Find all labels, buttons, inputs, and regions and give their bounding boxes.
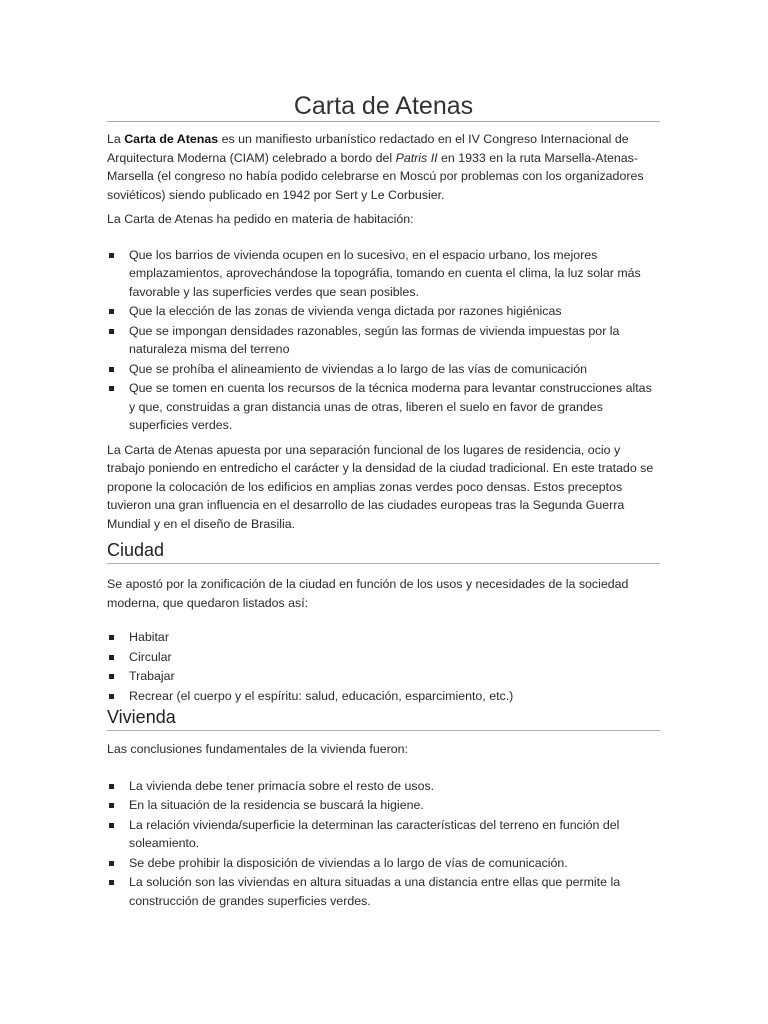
list-item-text: Recrear (el cuerpo y el espíritu: salud, educación, esparcimiento, etc.): [129, 688, 514, 703]
section-heading-vivienda: Vivienda: [107, 706, 660, 731]
document-content: [107, 0, 660, 911]
list-item: [107, 246, 660, 302]
list-item: [107, 667, 660, 686]
list-item-text: Que la elección de las zonas de vivienda venga dictada por razones higiénicas: [129, 304, 562, 318]
bullet-icon: [109, 386, 114, 391]
list-item: [107, 648, 660, 667]
intro-text-1: La: [107, 132, 125, 146]
page-title: Carta de Atenas: [107, 92, 660, 122]
bullet-icon: [109, 694, 114, 699]
habitacion-list: [107, 246, 660, 435]
bullet-icon: [109, 823, 114, 828]
intro-paragraph: [107, 130, 660, 204]
bullet-icon: [109, 784, 114, 789]
list-item: [107, 628, 660, 647]
list-item: [107, 379, 660, 435]
intro-text-2: es un manifiesto urbanístico redactado en el IV Congreso Internacional de Arquitectura Moderna (CIAM) celebrado a bordo del: [107, 132, 629, 165]
list-item: [107, 816, 660, 853]
bullet-icon: [109, 367, 114, 372]
bullet-icon: [109, 329, 114, 334]
list-item-text: Que los barrios de vivienda ocupen en lo sucesivo, en el espacio urbano, los mejores emplazamientos, aprovechándose la topográfia, tomando en cuenta el clima, la luz solar más favorable y las superficies verdes que sean posibles.: [129, 247, 641, 299]
list-item-text: Trabajar: [129, 669, 175, 683]
bullet-icon: [109, 880, 114, 885]
list-item: [107, 854, 660, 873]
list-item-text: Que se tomen en cuenta los recursos de la técnica moderna para levantar construcciones altas y que, construidas a gran distancia unas de otras, liberen el suelo en favor de grandes superficies verdes.: [129, 381, 652, 432]
list-item-text: Que se impongan densidades razonables, según las formas de vivienda impuestas por la naturaleza misma del terreno: [129, 323, 620, 356]
vivienda-intro: Las conclusiones fundamentales de la vivienda fueron:: [107, 742, 409, 756]
bullet-icon: [109, 309, 114, 314]
list-item-text: Habitar: [129, 630, 169, 644]
bullet-icon: [109, 655, 114, 660]
bullet-icon: [109, 253, 114, 258]
intro-italic-ship: Patris II: [395, 150, 438, 165]
list-item: [107, 873, 660, 910]
bullet-icon: [109, 803, 114, 808]
bullet-icon: [109, 674, 114, 679]
list-item-text: Se debe prohibir la disposición de viviendas a lo largo de vías de comunicación.: [129, 855, 568, 870]
list-item-text: La relación vivienda/superficie la determinan las características del terreno en función del soleamiento.: [129, 817, 620, 850]
list-item: [107, 777, 660, 796]
list-item-text: En la situación de la residencia se buscará la higiene.: [129, 798, 424, 812]
section-heading-ciudad: Ciudad: [107, 539, 660, 564]
intro-text-3: en 1933 en la ruta Marsella-Atenas-Marsella (el congreso no había podido celebrarse en Moscú por problemas con los organizadores soviéticos) siendo publicado en 1942 por Sert y Le Corbusier.: [107, 150, 644, 202]
list-item: [107, 360, 660, 379]
list-item: [107, 796, 660, 815]
habitacion-intro: La Carta de Atenas ha pedido en materia de habitación:: [107, 212, 414, 226]
ciudad-intro: Se apostó por la zonificación de la ciudad en función de los usos y necesidades de la sociedad moderna, que quedaron listados así:: [107, 577, 629, 610]
list-item: [107, 302, 660, 321]
list-item-text: Que se prohíba el alineamiento de viviendas a lo largo de las vías de comunicación: [129, 361, 588, 376]
list-item: [107, 687, 660, 706]
list-item: [107, 322, 660, 359]
bullet-icon: [109, 635, 114, 640]
vivienda-list: [107, 777, 660, 911]
ciudad-list: [107, 628, 660, 705]
list-item-text: La solución son las viviendas en altura situadas a una distancia entre ellas que permite la construcción de grandes superficies verdes.: [129, 875, 621, 908]
list-item-text: Circular: [129, 649, 172, 664]
list-item-text: La vivienda debe tener primacía sobre el resto de usos.: [129, 778, 435, 793]
apuesta-paragraph: La Carta de Atenas apuesta por una separación funcional de los lugares de residencia, ocio y trabajo poniendo en entredicho el carácter y la densidad de la ciudad tradicional. En este tratado se propone la colocación de los edificios en amplias zonas verdes poco densas. Estos preceptos tuvieron una gran influencia en el desarrollo de las ciudades europeas tras la Segunda Guerra Mundial y en el diseño de Brasilia.: [107, 442, 654, 531]
intro-bold-term: Carta de Atenas: [124, 132, 219, 146]
bullet-icon: [109, 861, 114, 866]
